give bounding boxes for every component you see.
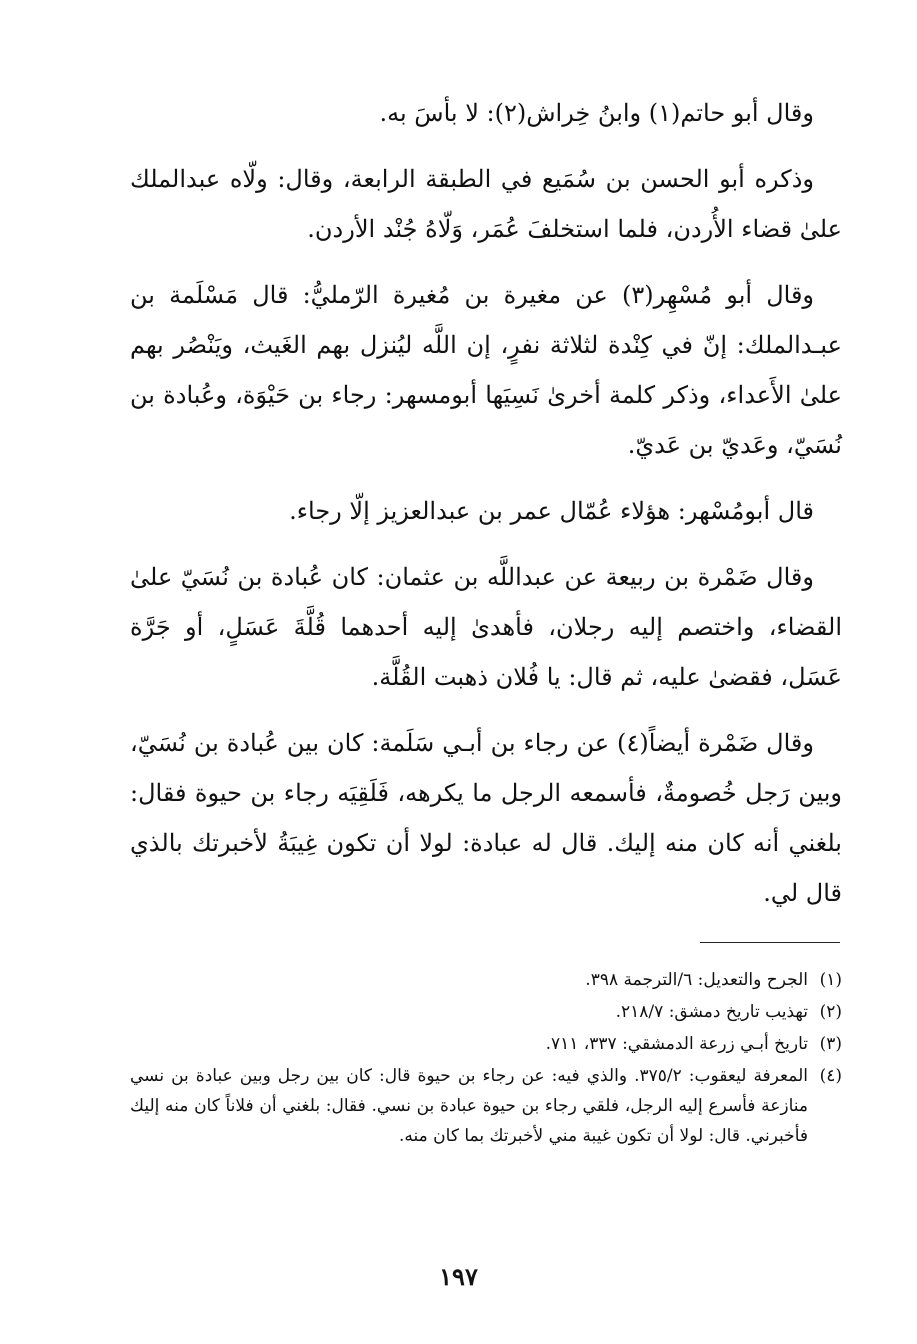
paragraph-4: قال أبومُسْهر: هؤلاء عُمّال عمر بن عبدالعزيز إلّا رجاء. bbox=[289, 497, 814, 525]
footnote-text: تاريخ أبـي زرعة الدمشقي: ٣٣٧، ٧١١. bbox=[545, 1034, 808, 1054]
main-text bbox=[130, 88, 842, 934]
paragraph-2: وذكره أبو الحسن بن سُمَيع في الطبقة الرابعة، وقال: ولّاه عبدالملك علىٰ قضاء الأُردن، فلما استخلفَ عُمَر، وَلّاهُ جُنْد الأردن. bbox=[130, 165, 842, 243]
paragraph-3: وقال أبو مُسْهِر(٣) عن مغيرة بن مُغيرة الرّمليُّ: قال مَسْلَمة بن عبـدالملك: إنّ في كِنْدة لثلاثة نفرٍ، إن اللَّه ليُنزل بهم الغَيث، ويَنْصُر بهم علىٰ الأَعداء، وذكر كلمة أخرىٰ نَسِيَها أبومسهر: رجاء بن حَيْوَة، وعُبادة بن نُسَيّ، وعَديّ بن عَديّ. bbox=[130, 281, 842, 459]
footnote-4 bbox=[130, 1061, 842, 1151]
footnote-1 bbox=[130, 965, 842, 995]
footnote-text: تهذيب تاريخ دمشق: ٢١٨/٧. bbox=[615, 1002, 808, 1022]
footnote-text: المعرفة ليعقوب: ٣٧٥/٢. والذي فيه: عن رجاء بن حيوة قال: كان بين رجل وبين عبادة بن نسي منازعة فأسرع إليه الرجل، فلقي رجاء بن حيوة عبادة بن نسي. فقال: بلغني أن فلاناً كان منه إليك فأخبرني. قال: لولا أن تكون غيبة مني لأخبرتك بما كان منه. bbox=[130, 1066, 808, 1146]
page-number: ١٩٧ bbox=[439, 1262, 478, 1291]
paragraph-5: وقال ضَمْرة بن ربيعة عن عبداللَّه بن عثمان: كان عُبادة بن نُسَيّ علىٰ القضاء، واختصم إليه رجلان، فأهدىٰ إليه أحدهما قُلَّةَ عَسَلٍ، أو جَرَّة عَسَل، فقضىٰ عليه، ثم قال: يا فُلان ذهبت القُلَّة. bbox=[130, 563, 842, 691]
paragraph-1: وقال أبو حاتم(١) وابنُ خِراش(٢): لا بأسَ به. bbox=[379, 99, 814, 127]
paragraph-6: وقال ضَمْرة أيضاً(٤) عن رجاء بن أبـي سَلَمة: كان بين عُبادة بن نُسَيّ، وبين رَجل خُصومةٌ، فأسمعه الرجل ما يكرهه، فَلَقِيَه رجاء بن حيوة فقال: بلغني أنه كان منه إليك. قال له عبادة: لولا أن تكون غِيبَةُ لأخبرتك بالذي قال لي. bbox=[130, 729, 842, 907]
footnote-number: (٢) bbox=[819, 1002, 842, 1022]
footnote-3 bbox=[130, 1029, 842, 1059]
footnote-number: (٣) bbox=[819, 1034, 842, 1054]
footnote-text: الجرح والتعديل: ٦/الترجمة ٣٩٨. bbox=[585, 970, 808, 990]
footnotes bbox=[130, 965, 842, 1153]
footnote-separator bbox=[700, 942, 840, 943]
footnote-number: (١) bbox=[819, 970, 842, 990]
footnote-2 bbox=[130, 997, 842, 1027]
footnote-number: (٤) bbox=[819, 1066, 842, 1086]
